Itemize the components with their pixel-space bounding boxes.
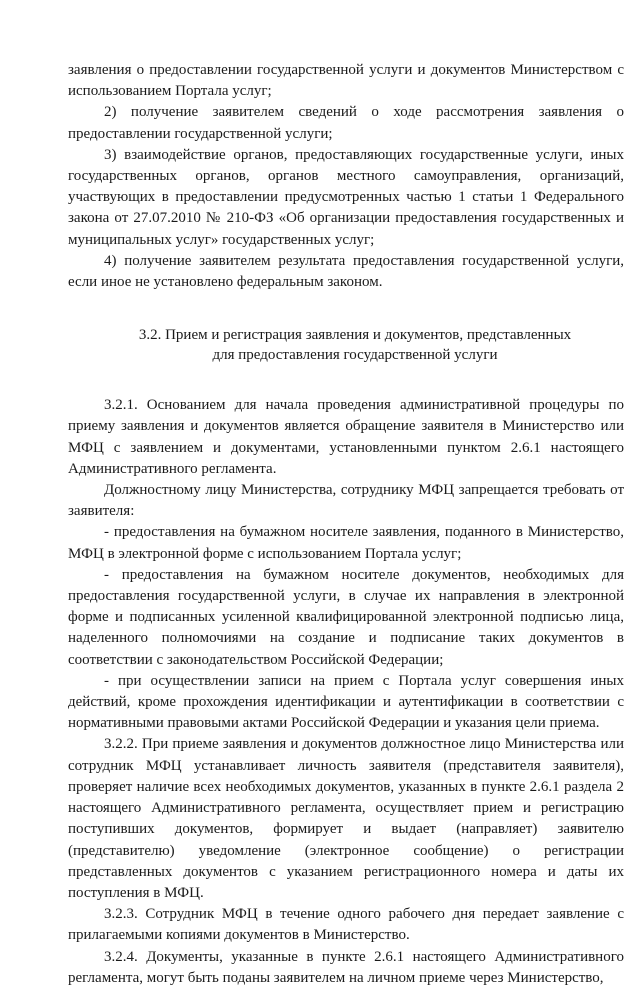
- spacer: [68, 293, 624, 325]
- list-item-4: 4) получение заявителем результата предоставления государственной услуги, если иное не установлено федеральным законом.: [68, 252, 624, 291]
- bullet-item: - предоставления на бумажном носителе заявления, поданного в Министерство, МФЦ в электронной форме с использованием Портала услуг;: [68, 524, 624, 562]
- paragraph-3-2-4: 3.2.4. Документы, указанные в пункте 2.6.1 настоящего Административного регламента, могут быть поданы заявителем на личном приеме через Министерство,: [68, 948, 624, 986]
- bullet-item: - при осуществлении записи на прием с Портала услуг совершения иных действий, кроме прохождения идентификации и аутентификации в соответствии с нормативными правовыми актами Российской Федерации и указания цели приема.: [68, 672, 624, 732]
- prohibition-intro: Должностному лицу Министерства, сотруднику МФЦ запрещается требовать от заявителя:: [68, 482, 624, 520]
- bullet-item: - предоставления на бумажном носителе документов, необходимых для предоставления государственной услуги, в случае их направления в электронной форме и подписанных усиленной квалифицированной электронной подписью лица, наделенного полномочиями на создание и подписание таких документов в соответствии с законодательством Российской Федерации;: [68, 566, 624, 668]
- paragraph-3-2-1: 3.2.1. Основанием для начала проведения административной процедуры по приему заявления и документов является обращение заявителя в Министерство или МФЦ с заявлением и документами, установленными пунктом 2.6.1 настоящего Административного регламента.: [68, 397, 624, 477]
- paragraph-3-2-2: 3.2.2. При приеме заявления и документов должностное лицо Министерства или сотрудник МФЦ устанавливает личность заявителя (представителя заявителя), проверяет наличие всех необходимых документов, указанных в пункте 2.6.1 раздела 2 настоящего Административного регламента, осуществляет прием и регистрацию поступивших документов, формирует и выдает (направляет) заявителю (представителю) уведомление (электронное сообщение) о регистрации представленных документов с указанием регистрационного номера и даты их поступления в МФЦ.: [68, 736, 624, 901]
- list-item-2: 2) получение заявителем сведений о ходе рассмотрения заявления о предоставлении государственной услуги;: [68, 104, 624, 142]
- spacer: [68, 365, 624, 395]
- section-heading-line-1: 3.2. Прием и регистрация заявления и документов, представленных: [138, 327, 572, 344]
- list-item-3: 3) взаимодействие органов, предоставляющих государственные услуги, иных государственных органов, органов местного самоуправления, организаций, участвующих в предоставлении предусмотренных частью 1 статьи 1 Федерального закона от 27.07.2010 № 210-ФЗ «Об организации предоставления государственных и муниципальных услуг» государственных услуг;: [68, 146, 624, 248]
- section-heading-line-2: для предоставления государственной услуги: [212, 347, 498, 364]
- intro-continuation: заявления о предоставлении государственной услуги и документов Министерством с использованием Портала услуг;: [68, 62, 624, 100]
- document-page: [68, 60, 624, 989]
- paragraph-3-2-3: 3.2.3. Сотрудник МФЦ в течение одного рабочего дня передает заявление с прилагаемыми копиями документов в Министерство.: [68, 906, 624, 944]
